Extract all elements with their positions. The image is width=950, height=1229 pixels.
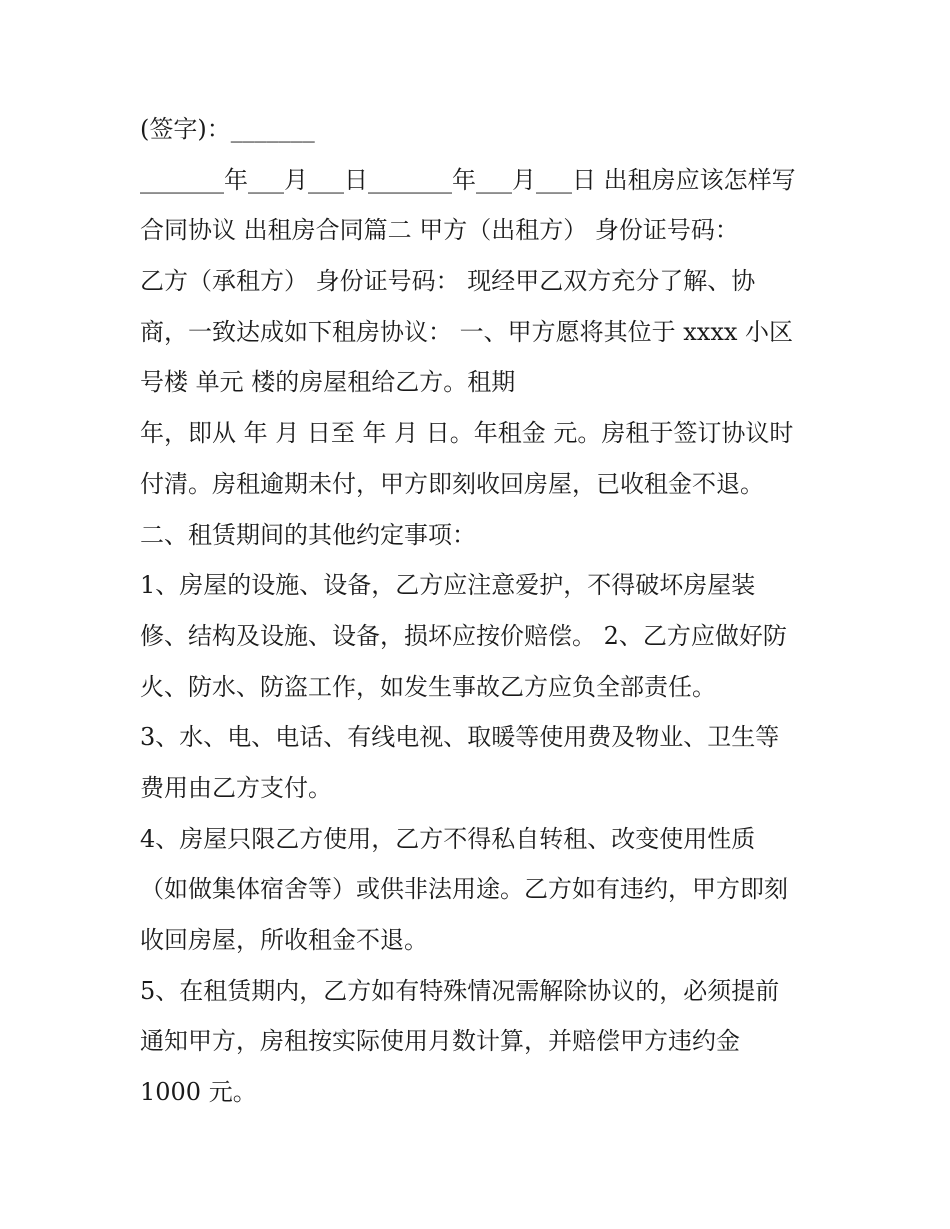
text-line: 号楼 单元 楼的房屋租给乙方。租期 bbox=[140, 368, 516, 397]
text-line: 付清。房租逾期未付，甲方即刻收回房屋，已收租金不退。 bbox=[140, 469, 764, 498]
text-line: 1000 元。 bbox=[140, 1078, 257, 1107]
text-line: （如做集体宿舍等）或供非法用途。乙方如有违约，甲方即刻 bbox=[140, 875, 788, 904]
signature-line: (签字)：_______ bbox=[140, 115, 315, 143]
text-line: 通知甲方，房租按实际使用月数计算，并赔偿甲方违约金 bbox=[140, 1027, 740, 1056]
contract-body-text bbox=[140, 104, 820, 1118]
text-line: 乙方（承租方） 身份证号码： 现经甲乙双方充分了解、协 bbox=[140, 267, 756, 296]
text-line: 收回房屋，所收租金不退。 bbox=[140, 926, 428, 954]
date-blanks-line: _______年___月___日_______年___月___日 出租房应该怎样写 bbox=[140, 165, 796, 194]
text-line: 修、结构及设施、设备，损坏应按价赔偿。 2、乙方应做好防 bbox=[140, 621, 787, 650]
clause-1-line: 1、房屋的设施、设备，乙方应注意爱护，不得破坏房屋装 bbox=[140, 571, 756, 600]
clause-4-line: 4、房屋只限乙方使用，乙方不得私自转租、改变使用性质 bbox=[140, 824, 756, 853]
text-line: 火、防水、防盗工作，如发生事故乙方应负全部责任。 bbox=[140, 672, 716, 701]
text-line: 费用由乙方支付。 bbox=[140, 773, 332, 802]
clause-3-line: 3、水、电、电话、有线电视、取暖等使用费及物业、卫生等 bbox=[140, 723, 780, 752]
text-line: 合同协议 出租房合同篇二 甲方（出租方） 身份证号码： bbox=[140, 216, 739, 245]
clause-5-line: 5、在租赁期内，乙方如有特殊情况需解除协议的，必须提前 bbox=[140, 976, 780, 1005]
text-line: 年，即从 年 月 日至 年 月 日。年租金 元。房租于签订协议时 bbox=[140, 419, 794, 448]
text-line: 商，一致达成如下租房协议： 一、甲方愿将其位于 xxxx 小区 bbox=[140, 317, 794, 346]
section-heading: 二、租赁期间的其他约定事项： bbox=[140, 520, 476, 549]
